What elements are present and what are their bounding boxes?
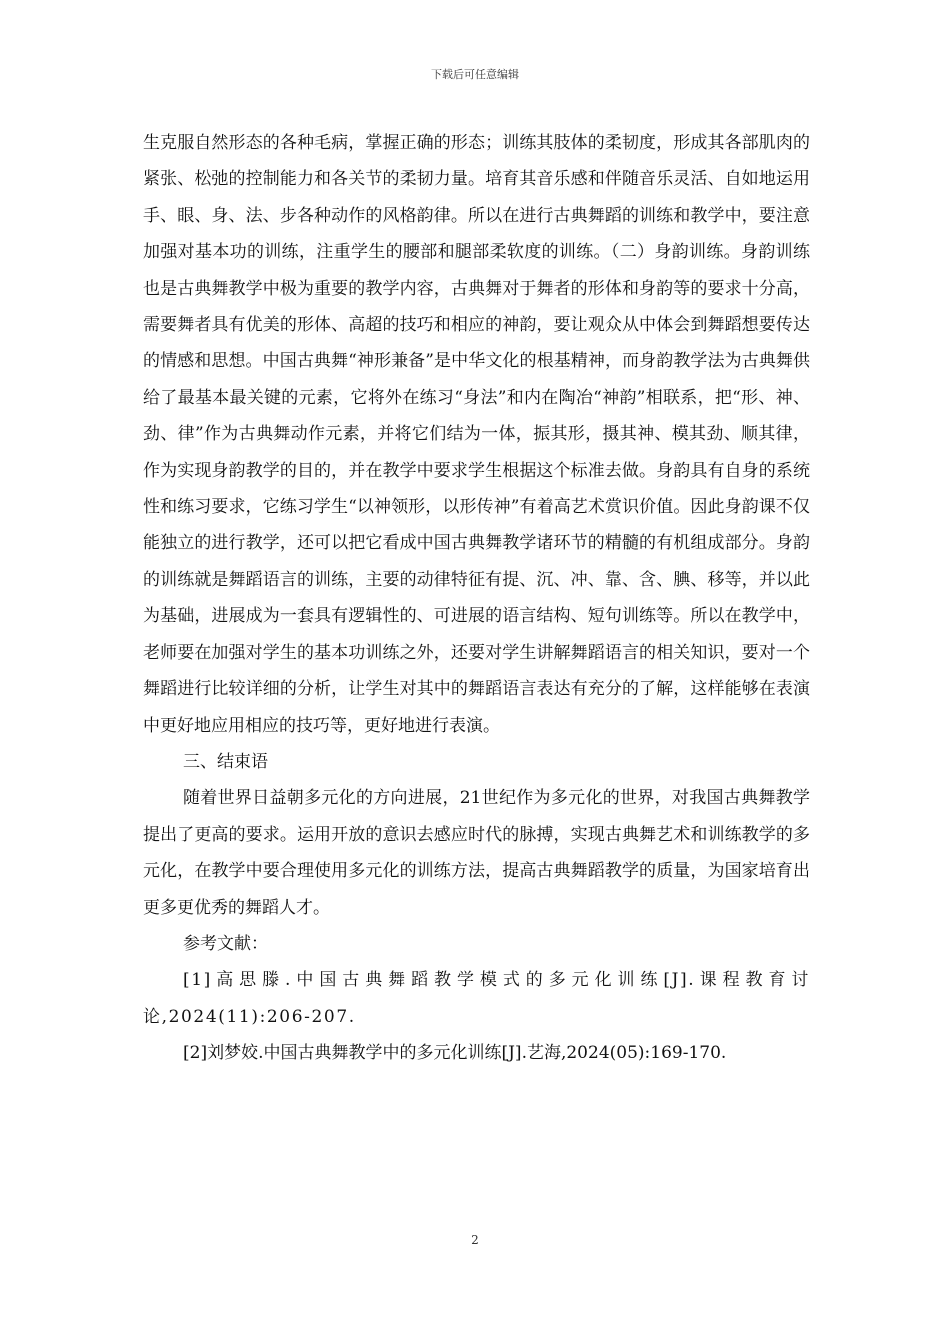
body-paragraph: 生克服自然形态的各种毛病，掌握正确的形态；训练其肢体的柔韧度，形成其各部肌肉的紧张、松弛的控制能力和各关节的柔韧力量。培育其音乐感和伴随音乐灵活、自如地运用手、眼、身、法、步各种动作的风格韵律。所以在进行古典舞蹈的训练和教学中，要注意加强对基本功的训练，注重学生的腰部和腿部柔软度的训练。（二）身韵训练。身韵训练也是古典舞教学中极为重要的教学内容，古典舞对于舞者的形体和身韵等的要求十分高，需要舞者具有优美的形体、高超的技巧和相应的神韵，要让观众从中体会到舞蹈想要传达的情感和思想。中国古典舞“神形兼备”是中华文化的根基精神，而身韵教学法为古典舞供给了最基本最关键的元素，它将外在练习“身法”和内在陶冶“神韵”相联系，把“形、神、劲、律”作为古典舞动作元素，并将它们结为一体，振其形，摄其神、模其劲、顺其律，作为实现身韵教学的目的，并在教学中要求学生根据这个标准去做。身韵具有自身的系统性和练习要求，它练习学生“以神领形，以形传神”有着高艺术赏识价值。因此身韵课不仅能独立的进行教学，还可以把它看成中国古典舞教学诸环节的精髓的有机组成部分。身韵的训练就是舞蹈语言的训练，主要的动律特征有提、沉、冲、靠、含、腆、移等，并以此为基础，进展成为一套具有逻辑性的、可进展的语言结构、短句训练等。所以在教学中，老师要在加强对学生的基本功训练之外，还要对学生讲解舞蹈语言的相关知识，要对一个舞蹈进行比较详细的分析，让学生对其中的舞蹈语言表达有充分的了解，这样能够在表演中更好地应用相应的技巧等，更好地进行表演。	[143, 133, 810, 736]
reference-item-1: [1]高思滕.中国古典舞蹈教学模式的多元化训练[J].课程教育讨论,2024(11):206-207.	[143, 970, 810, 1027]
references-heading: 参考文献：	[183, 933, 268, 954]
document-body	[143, 125, 810, 1072]
reference-item-2: [2]刘梦姣.中国古典舞教学中的多元化训练[J].艺海,2024(05):169-170.	[183, 1043, 727, 1064]
page-header: 下载后可任意编辑	[431, 68, 519, 81]
section-heading: 三、结束语	[183, 751, 268, 772]
page-number: 2	[471, 1233, 479, 1247]
conclusion-paragraph: 随着世界日益朝多元化的方向进展，21世纪作为多元化的世界，对我国古典舞教学提出了更高的要求。运用开放的意识去感应时代的脉搏，实现古典舞艺术和训练教学的多元化，在教学中要合理使用多元化的训练方法，提高古典舞蹈教学的质量，为国家培育出更多更优秀的舞蹈人才。	[143, 788, 810, 918]
